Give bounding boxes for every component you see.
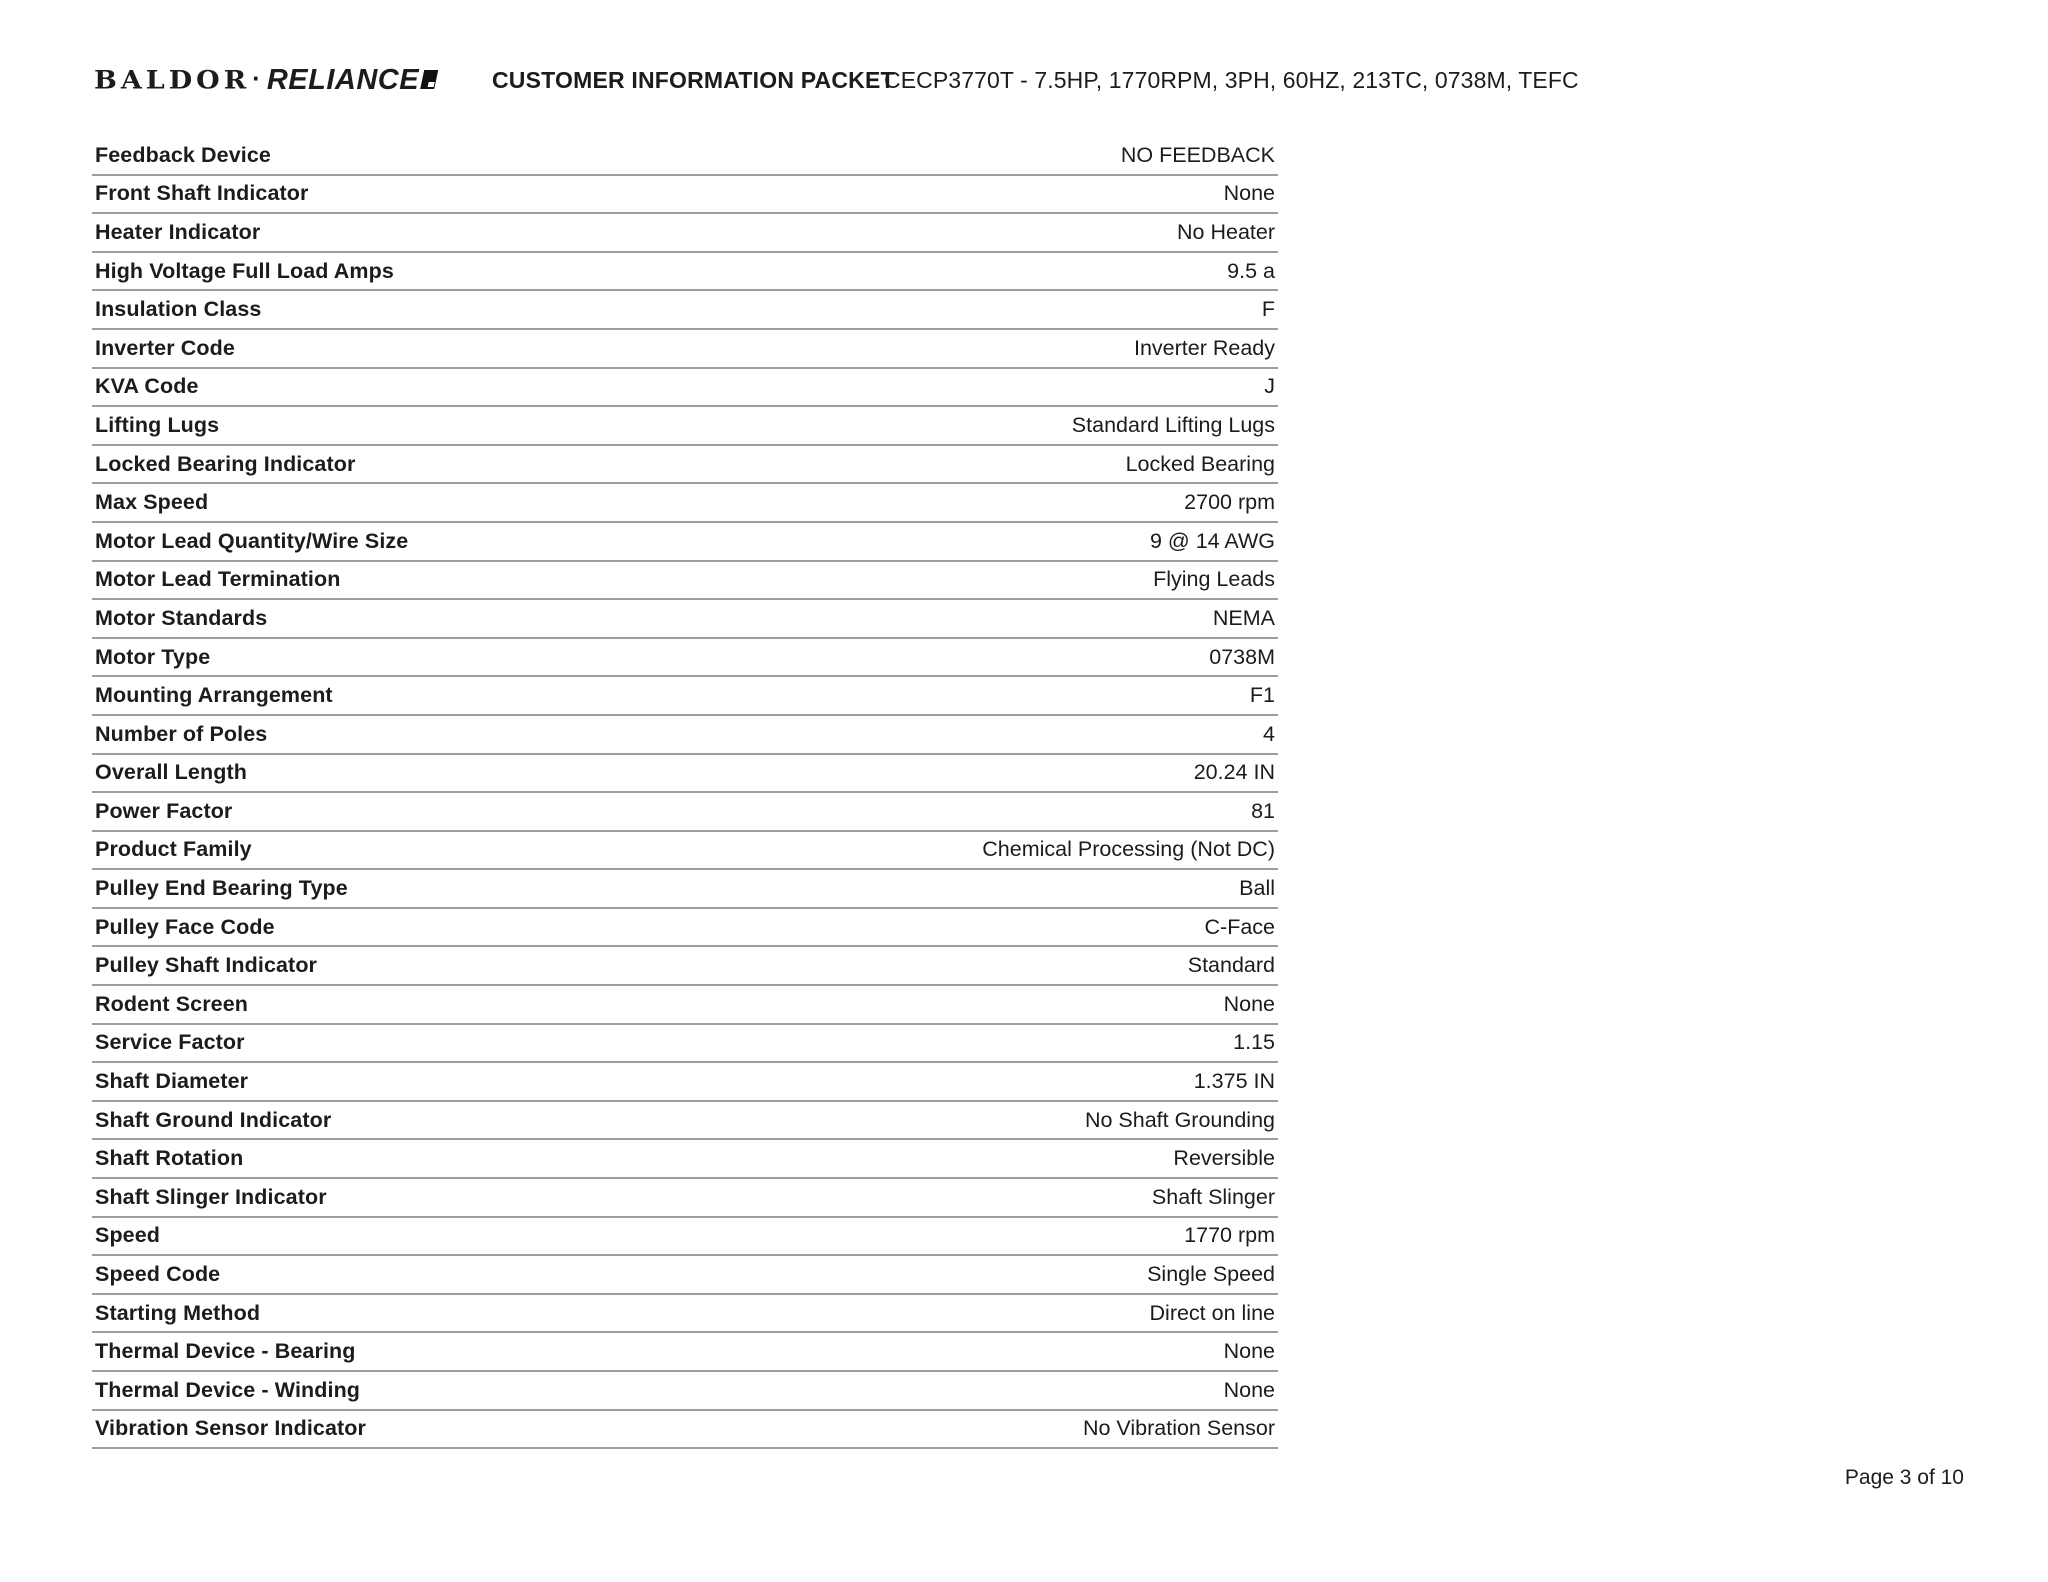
spec-value: 81 bbox=[1251, 798, 1275, 823]
spec-label: Feedback Device bbox=[95, 142, 271, 167]
spec-label: Inverter Code bbox=[95, 335, 235, 360]
table-row bbox=[92, 600, 1278, 639]
table-row bbox=[92, 1218, 1278, 1257]
spec-label: Speed Code bbox=[95, 1262, 221, 1287]
table-row bbox=[92, 909, 1278, 948]
table-row bbox=[92, 330, 1278, 369]
spec-value: Chemical Processing (Not DC) bbox=[982, 837, 1275, 862]
table-row bbox=[92, 1025, 1278, 1064]
table-row bbox=[92, 484, 1278, 523]
table-row bbox=[92, 523, 1278, 562]
spec-value: 1.375 IN bbox=[1193, 1069, 1275, 1094]
spec-table bbox=[92, 137, 1278, 1449]
spec-label: Product Family bbox=[95, 837, 252, 862]
table-row bbox=[92, 214, 1278, 253]
spec-value: None bbox=[1223, 1339, 1275, 1364]
table-row bbox=[92, 832, 1278, 871]
spec-value: 20.24 IN bbox=[1193, 760, 1275, 785]
spec-label: Power Factor bbox=[95, 798, 233, 823]
spec-label: Motor Lead Quantity/Wire Size bbox=[95, 528, 409, 553]
spec-value: No Heater bbox=[1177, 219, 1275, 244]
table-row bbox=[92, 716, 1278, 755]
spec-value: C-Face bbox=[1204, 914, 1275, 939]
table-row bbox=[92, 1333, 1278, 1372]
spec-label: Insulation Class bbox=[95, 297, 262, 322]
spec-value: J bbox=[1264, 374, 1275, 399]
spec-value: Locked Bearing bbox=[1125, 451, 1275, 476]
spec-label: Motor Lead Termination bbox=[95, 567, 341, 592]
spec-label: Front Shaft Indicator bbox=[95, 181, 309, 206]
spec-label: Starting Method bbox=[95, 1300, 261, 1325]
spec-label: Shaft Slinger Indicator bbox=[95, 1184, 327, 1209]
spec-label: Rodent Screen bbox=[95, 991, 249, 1016]
spec-label: Pulley End Bearing Type bbox=[95, 876, 348, 901]
spec-label: Shaft Diameter bbox=[95, 1069, 249, 1094]
spec-value: Ball bbox=[1239, 876, 1275, 901]
spec-label: Mounting Arrangement bbox=[95, 683, 333, 708]
table-row bbox=[92, 176, 1278, 215]
spec-label: Heater Indicator bbox=[95, 219, 261, 244]
spec-value: NEMA bbox=[1212, 605, 1275, 630]
spec-label: Pulley Shaft Indicator bbox=[95, 953, 318, 978]
spec-value: 2700 rpm bbox=[1184, 490, 1275, 515]
table-row bbox=[92, 369, 1278, 408]
spec-value: 9.5 a bbox=[1227, 258, 1275, 283]
table-row bbox=[92, 793, 1278, 832]
table-row bbox=[92, 870, 1278, 909]
table-row bbox=[92, 986, 1278, 1025]
spec-value: None bbox=[1223, 1377, 1275, 1402]
spec-value: Standard Lifting Lugs bbox=[1071, 412, 1275, 437]
spec-value: 9 @ 14 AWG bbox=[1150, 528, 1275, 553]
spec-value: None bbox=[1223, 181, 1275, 206]
table-row bbox=[92, 562, 1278, 601]
spec-label: Speed bbox=[95, 1223, 161, 1248]
spec-label: Thermal Device - Winding bbox=[95, 1377, 361, 1402]
spec-value: Inverter Ready bbox=[1133, 335, 1275, 360]
trademark-block-icon bbox=[420, 70, 438, 89]
spec-label: Vibration Sensor Indicator bbox=[95, 1416, 367, 1441]
table-row bbox=[92, 291, 1278, 330]
spec-value: Direct on line bbox=[1149, 1300, 1275, 1325]
table-row bbox=[92, 1063, 1278, 1102]
spec-value: Reversible bbox=[1173, 1146, 1275, 1171]
spec-label: Pulley Face Code bbox=[95, 914, 275, 939]
spec-value: Shaft Slinger bbox=[1151, 1184, 1275, 1209]
document-title: CUSTOMER INFORMATION PACKET bbox=[492, 66, 895, 93]
table-row bbox=[92, 639, 1278, 678]
baldor-reliance-logo bbox=[94, 62, 436, 98]
spec-value: NO FEEDBACK bbox=[1120, 142, 1275, 167]
logo-dot-icon: · bbox=[252, 62, 261, 93]
table-row bbox=[92, 755, 1278, 794]
table-row bbox=[92, 677, 1278, 716]
spec-value: Standard bbox=[1187, 953, 1275, 978]
spec-value: F1 bbox=[1249, 683, 1275, 708]
spec-label: Number of Poles bbox=[95, 721, 268, 746]
table-row bbox=[92, 253, 1278, 292]
table-row bbox=[92, 1256, 1278, 1295]
spec-value: 4 bbox=[1263, 721, 1275, 746]
table-row bbox=[92, 137, 1278, 176]
spec-value: No Shaft Grounding bbox=[1084, 1107, 1275, 1132]
table-row bbox=[92, 947, 1278, 986]
table-row bbox=[92, 407, 1278, 446]
spec-label: KVA Code bbox=[95, 374, 199, 399]
table-row bbox=[92, 446, 1278, 485]
spec-label: Lifting Lugs bbox=[95, 412, 220, 437]
spec-label: Motor Standards bbox=[95, 605, 268, 630]
table-row bbox=[92, 1102, 1278, 1141]
logo-baldor-text: BALDOR bbox=[94, 65, 251, 95]
spec-label: Overall Length bbox=[95, 760, 247, 785]
table-row bbox=[92, 1179, 1278, 1218]
logo-reliance-text: RELIANCE bbox=[266, 63, 420, 96]
table-row bbox=[92, 1372, 1278, 1411]
spec-value: 1.15 bbox=[1233, 1030, 1275, 1055]
spec-label: Motor Type bbox=[95, 644, 211, 669]
spec-value: 0738M bbox=[1209, 644, 1275, 669]
spec-label: Shaft Ground Indicator bbox=[95, 1107, 332, 1132]
page-number: Page 3 of 10 bbox=[1844, 1466, 1964, 1489]
model-spec-line: CECP3770T - 7.5HP, 1770RPM, 3PH, 60HZ, 213TC, 0738M, TEFC bbox=[884, 66, 1579, 93]
spec-label: Shaft Rotation bbox=[95, 1146, 244, 1171]
spec-value: Flying Leads bbox=[1153, 567, 1275, 592]
spec-value: None bbox=[1223, 991, 1275, 1016]
spec-value: F bbox=[1261, 297, 1275, 322]
spec-label: Thermal Device - Bearing bbox=[95, 1339, 356, 1364]
spec-label: Locked Bearing Indicator bbox=[95, 451, 356, 476]
table-row bbox=[92, 1411, 1278, 1450]
spec-label: Max Speed bbox=[95, 490, 209, 515]
table-row bbox=[92, 1140, 1278, 1179]
spec-label: Service Factor bbox=[95, 1030, 245, 1055]
spec-value: Single Speed bbox=[1147, 1262, 1275, 1287]
table-row bbox=[92, 1295, 1278, 1334]
spec-label: High Voltage Full Load Amps bbox=[95, 258, 394, 283]
spec-value: No Vibration Sensor bbox=[1082, 1416, 1275, 1441]
spec-value: 1770 rpm bbox=[1184, 1223, 1275, 1248]
